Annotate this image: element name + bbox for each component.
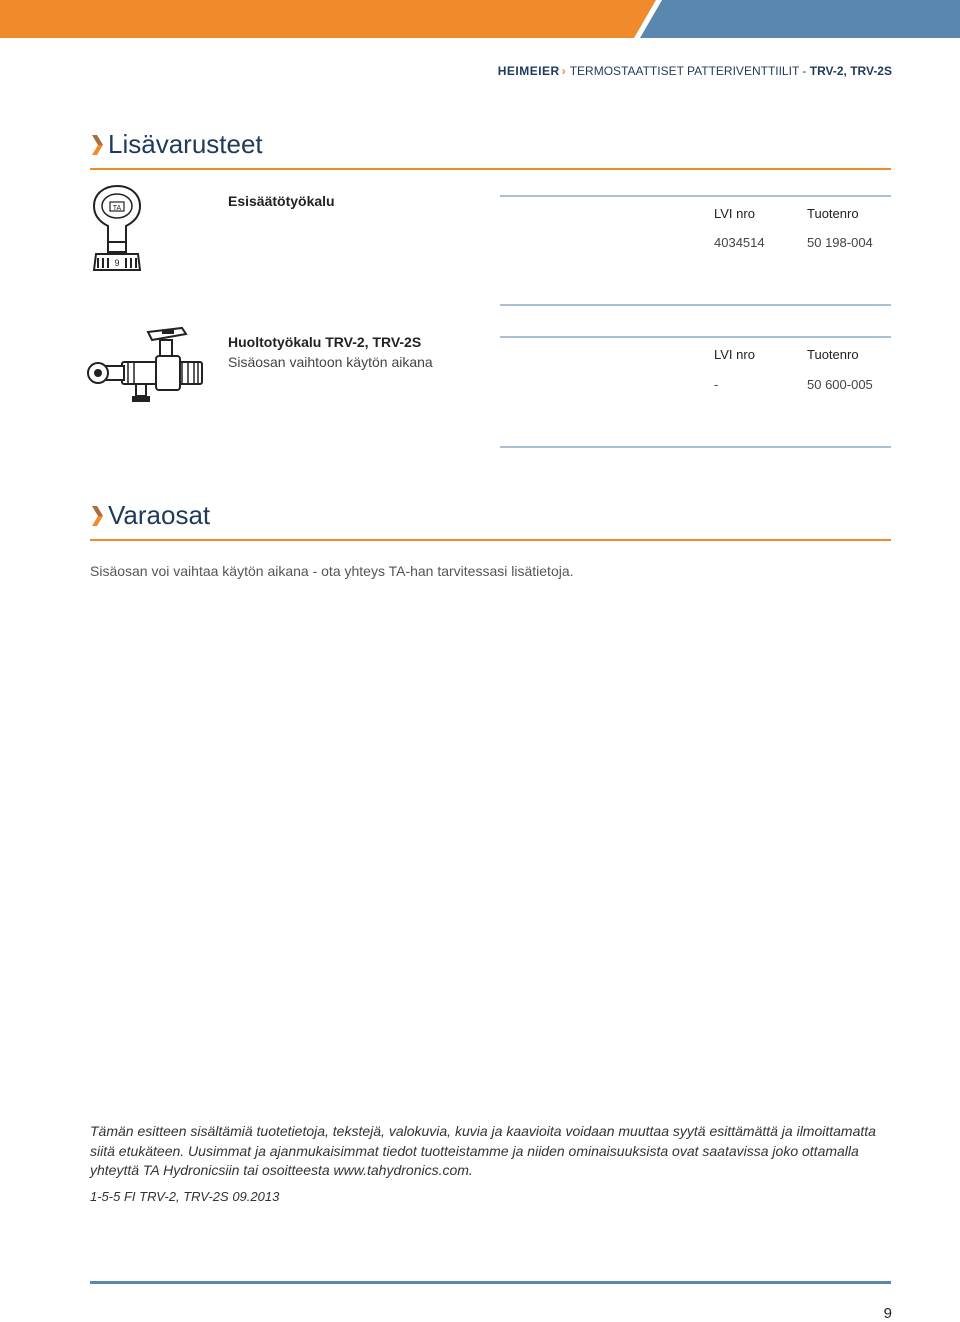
table-rule [500,304,891,306]
page-number: 9 [883,1305,892,1322]
lvi-number-value: 4034514 [714,235,765,250]
accessories-title-text: Lisävarusteet [108,129,263,159]
product-number-value: 50 600-005 [807,377,873,392]
spare-parts-text: Sisäosan voi vaihtaa käytön aikana - ota yhteys TA-han tarvitessasi lisätietoja. [90,563,574,579]
product-number-header: Tuotenro [807,347,859,362]
product-number-header: Tuotenro [807,206,859,221]
lvi-number-header: LVI nro [714,206,755,221]
document-reference: 1-5-5 FI TRV-2, TRV-2S 09.2013 [90,1189,280,1204]
spare-parts-title-text: Varaosat [108,500,211,530]
product-subtitle: Sisäosan vaihtoon käytön aikana [228,354,433,370]
brand-name: HEIMEIER [497,64,560,78]
lvi-number-header: LVI nro [714,347,755,362]
chevron-right-icon [90,505,104,527]
lvi-number-value: - [714,377,719,392]
service-tool-icon [86,322,210,412]
chevron-right-icon [90,134,104,156]
svg-text:TA: TA [112,205,122,212]
svg-text:9: 9 [114,258,120,268]
section-rule [90,539,891,541]
header-series: TRV-2, TRV-2S [809,64,892,78]
table-rule [500,446,891,448]
product-number-value: 50 198-004 [807,235,873,250]
disclaimer-text: Tämän esitteen sisältämiä tuotetietoja, tekstejä, valokuvia, kuvia ja kaavioita voidaan muuttaa syytä esittämättä ja ilmoittamatta siitä etukäteen. Uusimmat ja ajanmukaisimmat tiedot tuotteistamme ja niiden ominaisuuksista ovat saatavissa joko ottamalla yhteyttä TA Hydronicsiin tai osoitteesta www.tahydronics.com. [90,1123,876,1178]
section-title-spare-parts [90,500,210,531]
header-category: TERMOSTAATTISET PATTERIVENTTIILIT [569,64,800,78]
product-name: Huoltotyökalu TRV-2, TRV-2S [228,334,422,350]
top-color-bar [0,0,960,38]
table-rule [500,336,891,338]
product-name: Esisäätötyökalu [228,193,335,209]
header-dash: - [799,64,810,78]
section-rule [90,168,891,170]
setting-key-icon [86,182,148,278]
table-rule [500,195,891,197]
chevron-right-icon: › [561,64,566,78]
running-header [498,64,892,78]
footer-rule [90,1281,891,1284]
section-title-accessories [90,129,263,160]
